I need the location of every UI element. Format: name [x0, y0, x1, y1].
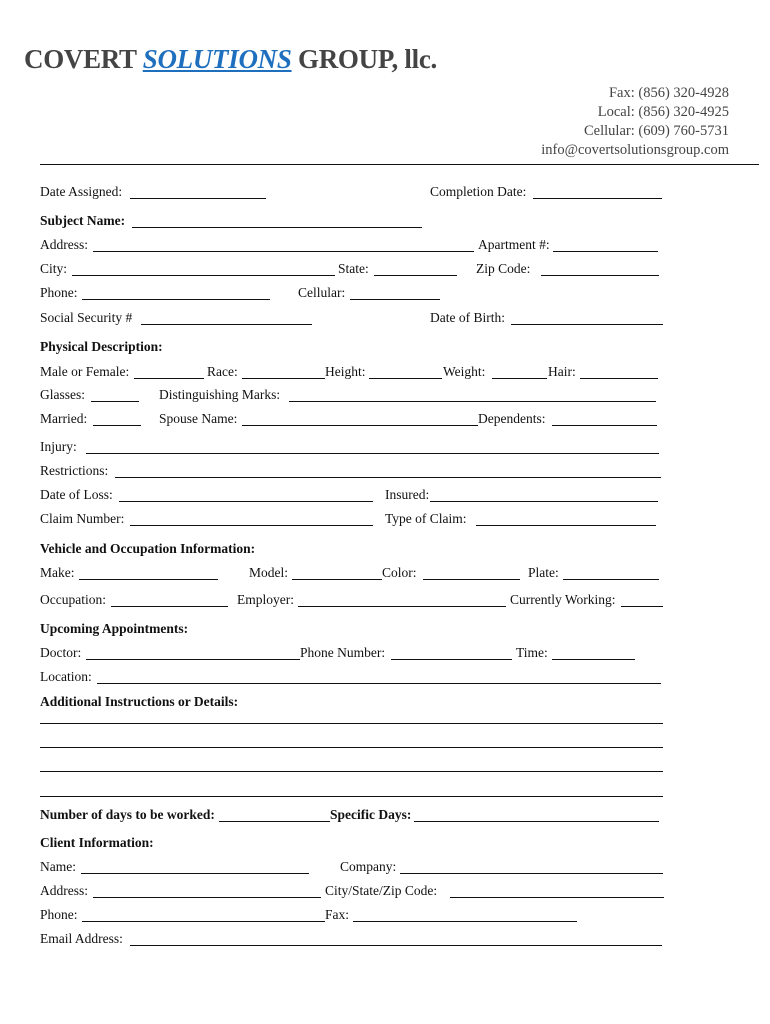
- location-field[interactable]: [97, 683, 661, 684]
- phone-label: Phone:: [40, 285, 78, 300]
- phone-field[interactable]: [82, 299, 270, 300]
- company-field[interactable]: [400, 873, 663, 874]
- cellular-field[interactable]: [350, 299, 440, 300]
- state-field[interactable]: [374, 275, 457, 276]
- marks-field[interactable]: [289, 401, 656, 402]
- make-label: Make:: [40, 565, 75, 580]
- days-worked-label: Number of days to be worked:: [40, 807, 215, 822]
- company-name-accent: SOLUTIONS: [142, 44, 292, 74]
- row-dates: [0, 183, 770, 203]
- client-phone-label: Phone:: [40, 907, 78, 922]
- type-of-claim-field[interactable]: [476, 525, 656, 526]
- completion-date-label: Completion Date:: [430, 184, 527, 199]
- apartment-label: Apartment #:: [478, 237, 550, 252]
- injury-field[interactable]: [86, 453, 659, 454]
- hair-label: Hair:: [548, 364, 576, 379]
- row-occupation: [0, 591, 770, 611]
- employer-field[interactable]: [298, 606, 506, 607]
- specific-days-field[interactable]: [414, 821, 659, 822]
- dob-label: Date of Birth:: [430, 310, 505, 325]
- phone-number-label: Phone Number:: [300, 645, 386, 660]
- marks-label: Distinguishing Marks:: [159, 387, 281, 402]
- occupation-field[interactable]: [111, 606, 228, 607]
- company-name-part2: GROUP, llc.: [291, 44, 437, 74]
- restrictions-field[interactable]: [115, 477, 661, 478]
- married-field[interactable]: [93, 425, 141, 426]
- time-field[interactable]: [552, 659, 635, 660]
- time-label: Time:: [516, 645, 548, 660]
- subject-name-label: Subject Name:: [40, 213, 126, 228]
- row-physical-2: [0, 386, 770, 406]
- gender-field[interactable]: [134, 378, 204, 379]
- subject-name-field[interactable]: [132, 227, 422, 228]
- dependents-field[interactable]: [552, 425, 657, 426]
- weight-label: Weight:: [443, 364, 486, 379]
- city-field[interactable]: [72, 275, 335, 276]
- date-assigned-label: Date Assigned:: [40, 184, 123, 199]
- glasses-field[interactable]: [91, 401, 139, 402]
- hair-field[interactable]: [580, 378, 658, 379]
- dob-field[interactable]: [511, 324, 663, 325]
- color-field[interactable]: [423, 579, 520, 580]
- days-worked-field[interactable]: [219, 821, 330, 822]
- currently-working-label: Currently Working:: [510, 592, 616, 607]
- model-field[interactable]: [292, 579, 382, 580]
- height-field[interactable]: [369, 378, 442, 379]
- email-address: info@covertsolutionsgroup.com: [541, 142, 729, 158]
- client-address-label: Address:: [40, 883, 88, 898]
- city-state-zip-label: City/State/Zip Code:: [325, 883, 438, 898]
- row-physical-3: [0, 410, 770, 430]
- insured-label: Insured:: [385, 487, 430, 502]
- appointments-heading: Upcoming Appointments:: [40, 621, 189, 636]
- company-label: Company:: [340, 859, 397, 874]
- row-subject-name: [0, 212, 770, 232]
- location-label: Location:: [40, 669, 92, 684]
- client-email-label: Email Address:: [40, 931, 123, 946]
- physical-heading: Physical Description:: [40, 339, 163, 354]
- specific-days-label: Specific Days:: [330, 807, 412, 822]
- row-client-phone: [0, 906, 770, 926]
- row-client-address: [0, 882, 770, 902]
- occupation-label: Occupation:: [40, 592, 106, 607]
- insured-field[interactable]: [430, 501, 658, 502]
- phone-number-field[interactable]: [391, 659, 512, 660]
- row-client-name: [0, 858, 770, 878]
- row-ssn: [0, 309, 770, 329]
- weight-field[interactable]: [492, 378, 547, 379]
- client-phone-field[interactable]: [82, 921, 325, 922]
- row-claim-number: [0, 510, 770, 530]
- type-of-claim-label: Type of Claim:: [385, 511, 467, 526]
- additional-line-2[interactable]: [40, 747, 663, 748]
- model-label: Model:: [249, 565, 288, 580]
- fax-number: Fax: (856) 320-4928: [608, 85, 729, 101]
- ssn-field[interactable]: [141, 324, 312, 325]
- zip-field[interactable]: [541, 275, 659, 276]
- ssn-label: Social Security #: [40, 310, 133, 325]
- company-name: [24, 44, 437, 75]
- address-field[interactable]: [93, 251, 474, 252]
- client-fax-label: Fax:: [325, 907, 350, 922]
- client-heading: Client Information:: [40, 835, 154, 850]
- row-physical-1: [0, 363, 770, 383]
- injury-label: Injury:: [40, 439, 77, 454]
- contact-block: [541, 84, 729, 160]
- doctor-field[interactable]: [86, 659, 300, 660]
- glasses-label: Glasses:: [40, 387, 85, 402]
- row-schedule: [0, 806, 770, 826]
- company-name-part1: COVERT: [24, 44, 143, 74]
- color-label: Color:: [382, 565, 417, 580]
- date-of-loss-field[interactable]: [119, 501, 373, 502]
- address-label: Address:: [40, 237, 88, 252]
- make-field[interactable]: [79, 579, 218, 580]
- row-doctor: [0, 644, 770, 664]
- state-label: State:: [338, 261, 369, 276]
- claim-number-label: Claim Number:: [40, 511, 125, 526]
- zip-label: Zip Code:: [476, 261, 531, 276]
- employer-label: Employer:: [237, 592, 294, 607]
- date-of-loss-label: Date of Loss:: [40, 487, 113, 502]
- row-phone: [0, 284, 770, 304]
- row-city: [0, 260, 770, 280]
- gender-label: Male or Female:: [40, 364, 130, 379]
- client-address-field[interactable]: [93, 897, 321, 898]
- additional-line-4[interactable]: [40, 796, 663, 797]
- city-label: City:: [40, 261, 68, 276]
- cellular-label: Cellular:: [298, 285, 346, 300]
- plate-field[interactable]: [563, 579, 659, 580]
- row-vehicle: [0, 564, 770, 584]
- cellular-number: Cellular: (609) 760-5731: [584, 123, 729, 139]
- completion-date-field[interactable]: [533, 198, 662, 199]
- row-loss: [0, 486, 770, 506]
- header-divider: [40, 164, 759, 165]
- spouse-field[interactable]: [242, 425, 478, 426]
- apartment-field[interactable]: [553, 251, 658, 252]
- restrictions-label: Restrictions:: [40, 463, 109, 478]
- city-state-zip-field[interactable]: [450, 897, 664, 898]
- claim-number-field[interactable]: [130, 525, 373, 526]
- race-field[interactable]: [242, 378, 325, 379]
- married-label: Married:: [40, 411, 88, 426]
- spouse-label: Spouse Name:: [159, 411, 238, 426]
- row-location: [0, 668, 770, 688]
- additional-line-3[interactable]: [40, 771, 663, 772]
- currently-working-field[interactable]: [621, 606, 663, 607]
- dependents-label: Dependents:: [478, 411, 546, 426]
- local-number: Local: (856) 320-4925: [597, 104, 729, 120]
- row-client-email: [0, 930, 770, 950]
- plate-label: Plate:: [528, 565, 559, 580]
- client-name-label: Name:: [40, 859, 76, 874]
- additional-heading: Additional Instructions or Details:: [40, 694, 239, 709]
- additional-line-1[interactable]: [40, 723, 663, 724]
- race-label: Race:: [207, 364, 238, 379]
- row-injury: [0, 438, 770, 458]
- vehicle-heading: Vehicle and Occupation Information:: [40, 541, 256, 556]
- client-name-field[interactable]: [81, 873, 309, 874]
- client-email-field[interactable]: [130, 945, 662, 946]
- row-restrictions: [0, 462, 770, 482]
- row-subject-address: [0, 236, 770, 256]
- doctor-label: Doctor:: [40, 645, 82, 660]
- date-assigned-field[interactable]: [130, 198, 266, 199]
- height-label: Height:: [325, 364, 366, 379]
- client-fax-field[interactable]: [353, 921, 577, 922]
